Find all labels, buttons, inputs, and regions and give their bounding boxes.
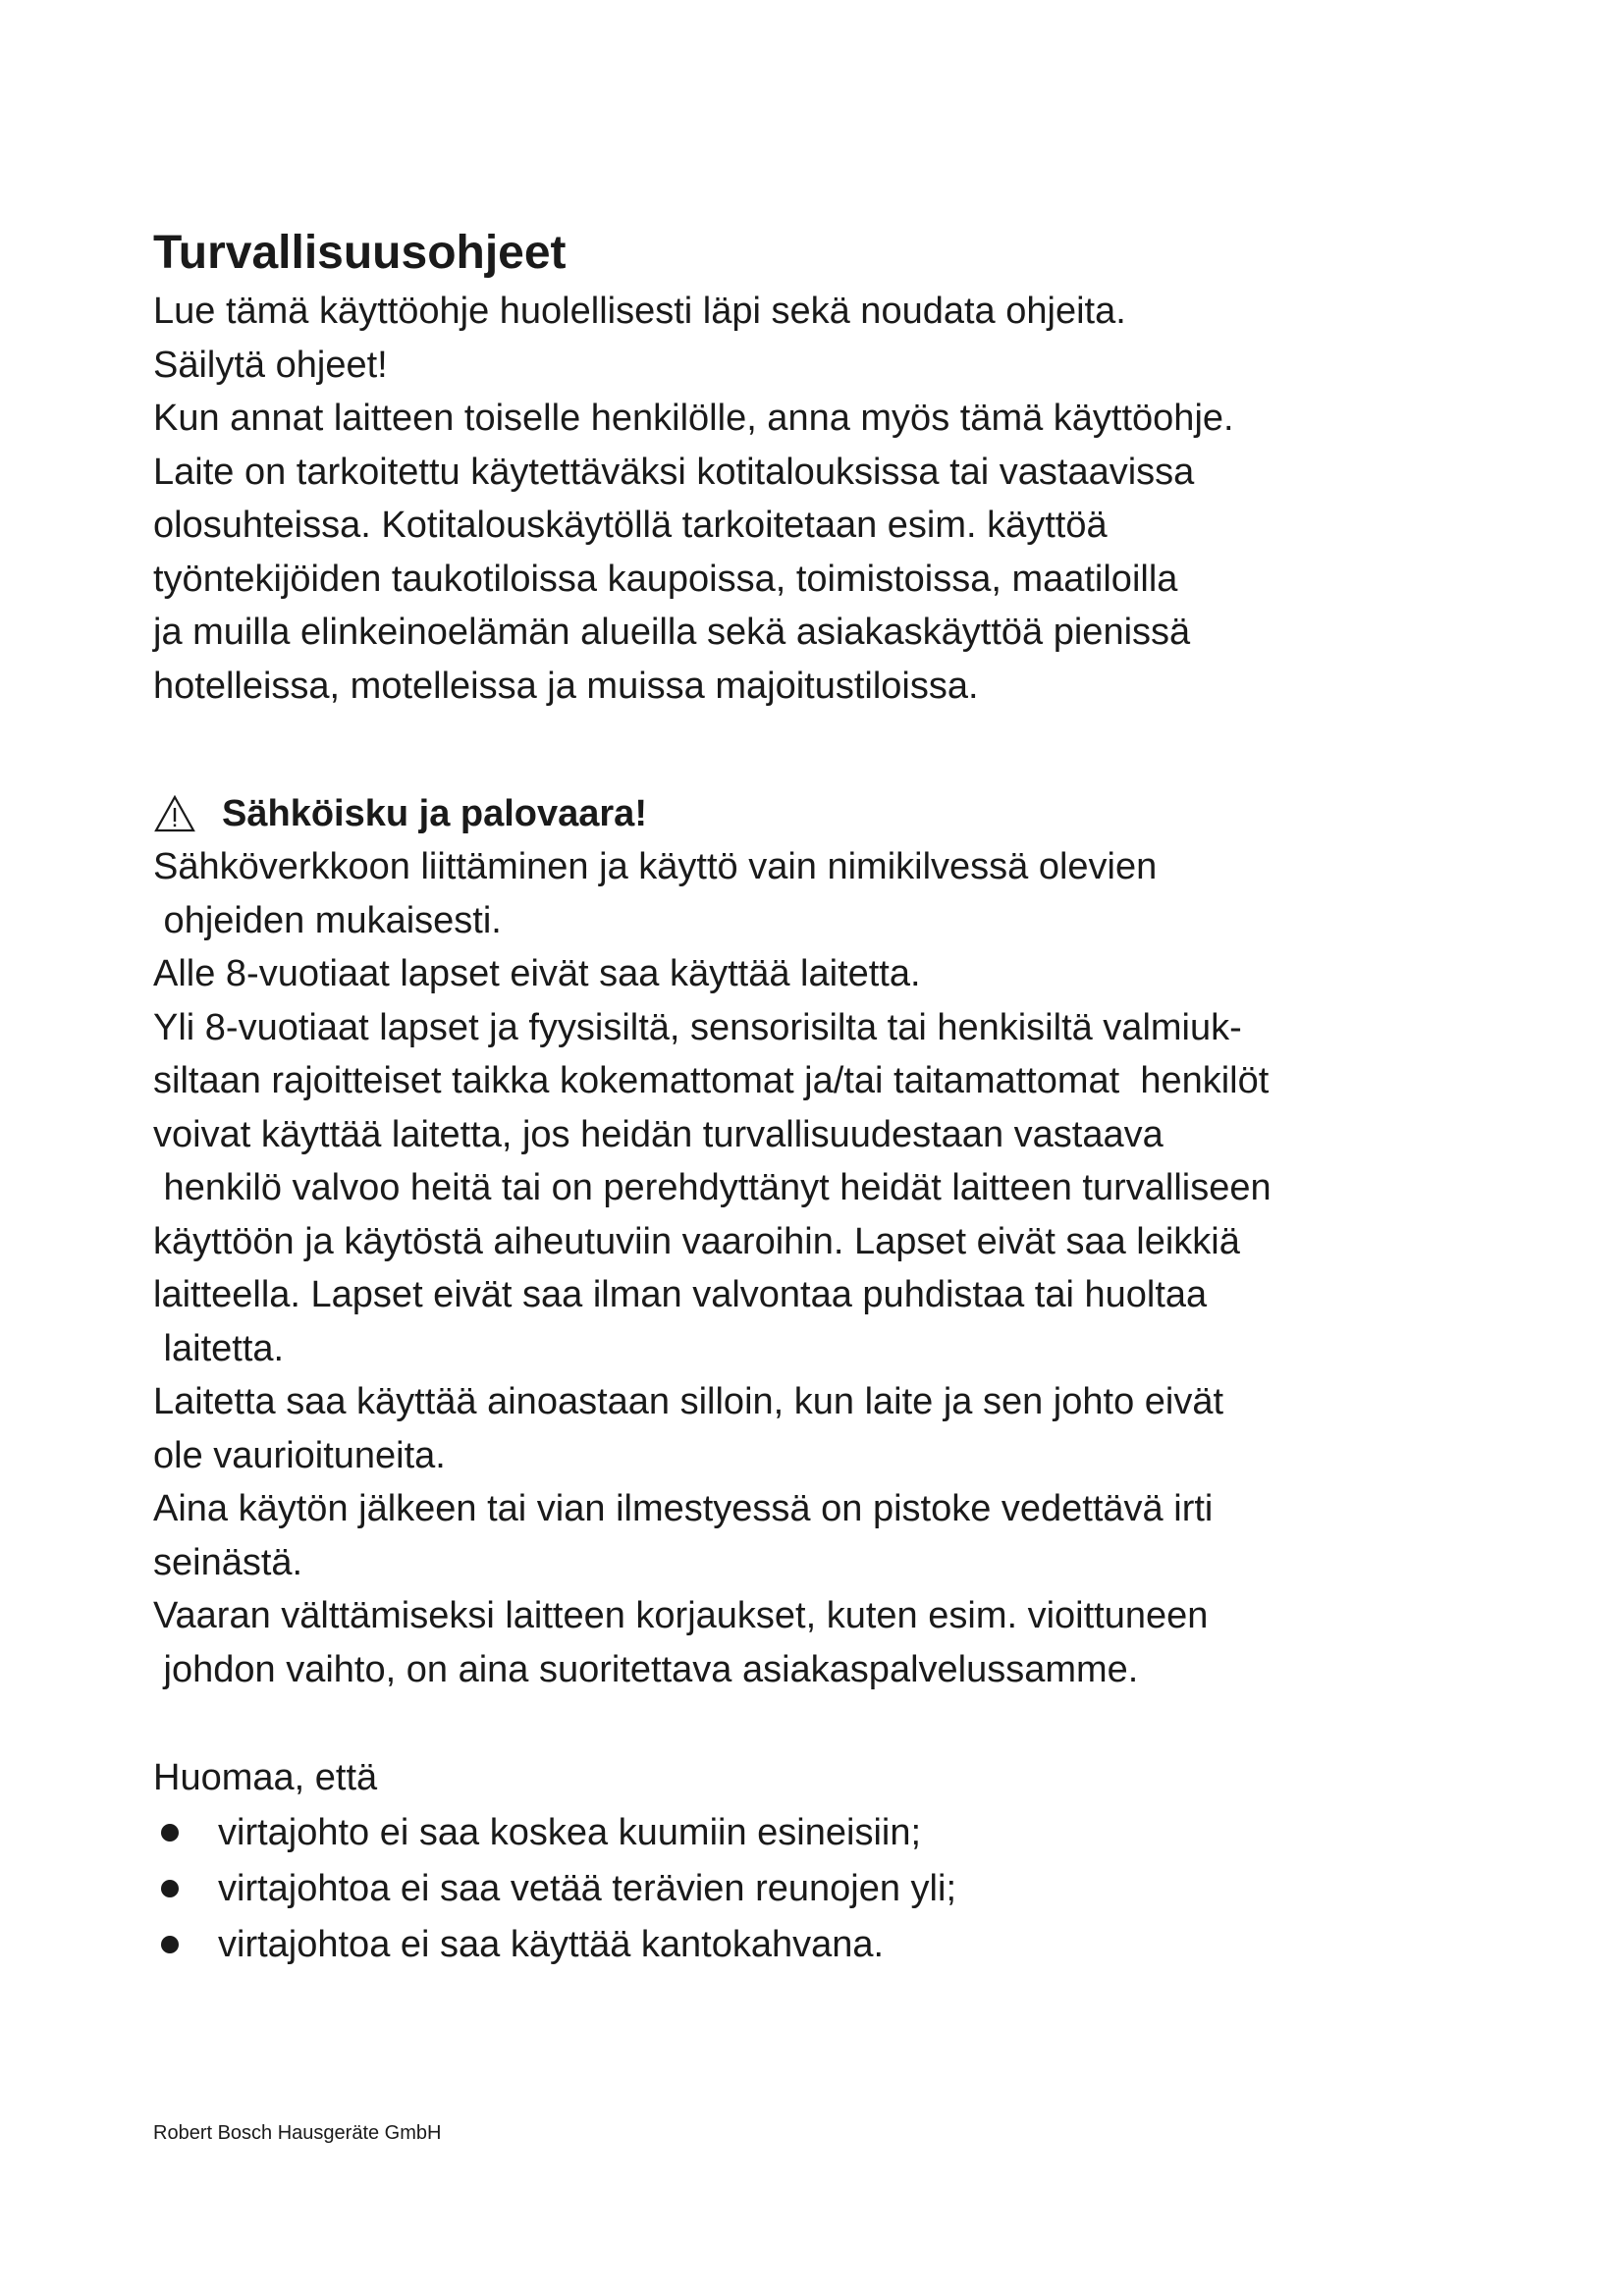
intro-line: olosuhteissa. Kotitalouskäytöllä tarkoitetaan esim. käyttöä [153, 505, 1108, 546]
warning-line: henkilö valvoo heitä tai on perehdyttänyt heidät laitteen turvalliseen [153, 1167, 1272, 1208]
warning-line: Alle 8-vuotiaat lapset eivät saa käyttää laitetta. [153, 953, 921, 994]
warning-section [153, 787, 1508, 1696]
spacer [153, 713, 1508, 768]
warning-heading [153, 787, 1508, 840]
intro-section [153, 285, 1508, 713]
page-title: Turvallisuusohjeet [153, 227, 567, 279]
warning-triangle-icon [153, 794, 196, 833]
bullet-text: virtajohto ei saa koskea kuumiin esineisiin; [218, 1811, 922, 1853]
warning-line: Sähköverkkoon liittäminen ja käyttö vain nimikilvessä olevien [153, 846, 1158, 887]
list-item [153, 1805, 1508, 1861]
warning-line: Laitetta saa käyttää ainoastaan silloin, kun laite ja sen johto eivät [153, 1381, 1224, 1422]
bullet-list [153, 1805, 1508, 1973]
warning-line: seinästä. [153, 1541, 303, 1583]
intro-line: Lue tämä käyttöohje huolellisesti läpi sekä noudata ohjeita. [153, 291, 1126, 332]
intro-line: työntekijöiden taukotiloissa kaupoissa, toimistoissa, maatiloilla [153, 558, 1178, 600]
warning-title: Sähköisku ja palovaara! [222, 793, 647, 834]
intro-line: hotelleissa, motelleissa ja muissa majoitustiloissa. [153, 665, 979, 707]
warning-line: voivat käyttää laitetta, jos heidän turvallisuudestaan vastaava [153, 1113, 1164, 1155]
warning-line: laitteella. Lapset eivät saa ilman valvontaa puhdistaa tai huoltaa [153, 1274, 1208, 1315]
bullet-text: virtajohtoa ei saa käyttää kantokahvana. [218, 1923, 885, 1965]
list-item [153, 1861, 1508, 1917]
bullet-text: virtajohtoa ei saa vetää terävien reunojen yli; [218, 1867, 957, 1909]
intro-line: Kun annat laitteen toiselle henkilölle, anna myös tämä käyttöohje. [153, 398, 1234, 439]
warning-line: laitetta. [153, 1327, 285, 1369]
spacer [153, 1696, 1508, 1751]
note-intro: Huomaa, että [153, 1757, 378, 1798]
list-item [153, 1917, 1508, 1973]
warning-line: käyttöön ja käytöstä aiheutuviin vaaroihin. Lapset eivät saa leikkiä [153, 1220, 1240, 1262]
warning-line: johdon vaihto, on aina suoritettava asiakaspalvelussamme. [153, 1648, 1139, 1690]
intro-line: Säilytä ohjeet! [153, 344, 388, 386]
warning-line: ohjeiden mukaisesti. [153, 899, 502, 941]
warning-line: Yli 8-vuotiaat lapset ja fyysisiltä, sensorisilta tai henkisiltä valmiuk- [153, 1006, 1242, 1048]
warning-line: Vaaran välttämiseksi laitteen korjaukset, kuten esim. vioittuneen [153, 1595, 1209, 1636]
warning-line: Aina käytön jälkeen tai vian ilmestyessä on pistoke vedettävä irti [153, 1488, 1214, 1529]
bullet-icon [161, 1824, 179, 1842]
warning-line: siltaan rajoitteiset taikka kokemattomat ja/tai taitamattomat henkilöt [153, 1060, 1270, 1101]
warning-line: ole vaurioituneita. [153, 1434, 446, 1476]
footer-company: Robert Bosch Hausgeräte GmbH [153, 2122, 442, 2144]
bullet-icon [161, 1936, 179, 1953]
safety-instructions-page [153, 224, 1508, 1973]
note-section [153, 1751, 1508, 1973]
intro-line: Laite on tarkoitettu käytettäväksi kotitalouksissa tai vastaavissa [153, 451, 1195, 493]
bullet-icon [161, 1880, 179, 1897]
intro-line: ja muilla elinkeinoelämän alueilla sekä asiakaskäyttöä pienissä [153, 612, 1191, 653]
